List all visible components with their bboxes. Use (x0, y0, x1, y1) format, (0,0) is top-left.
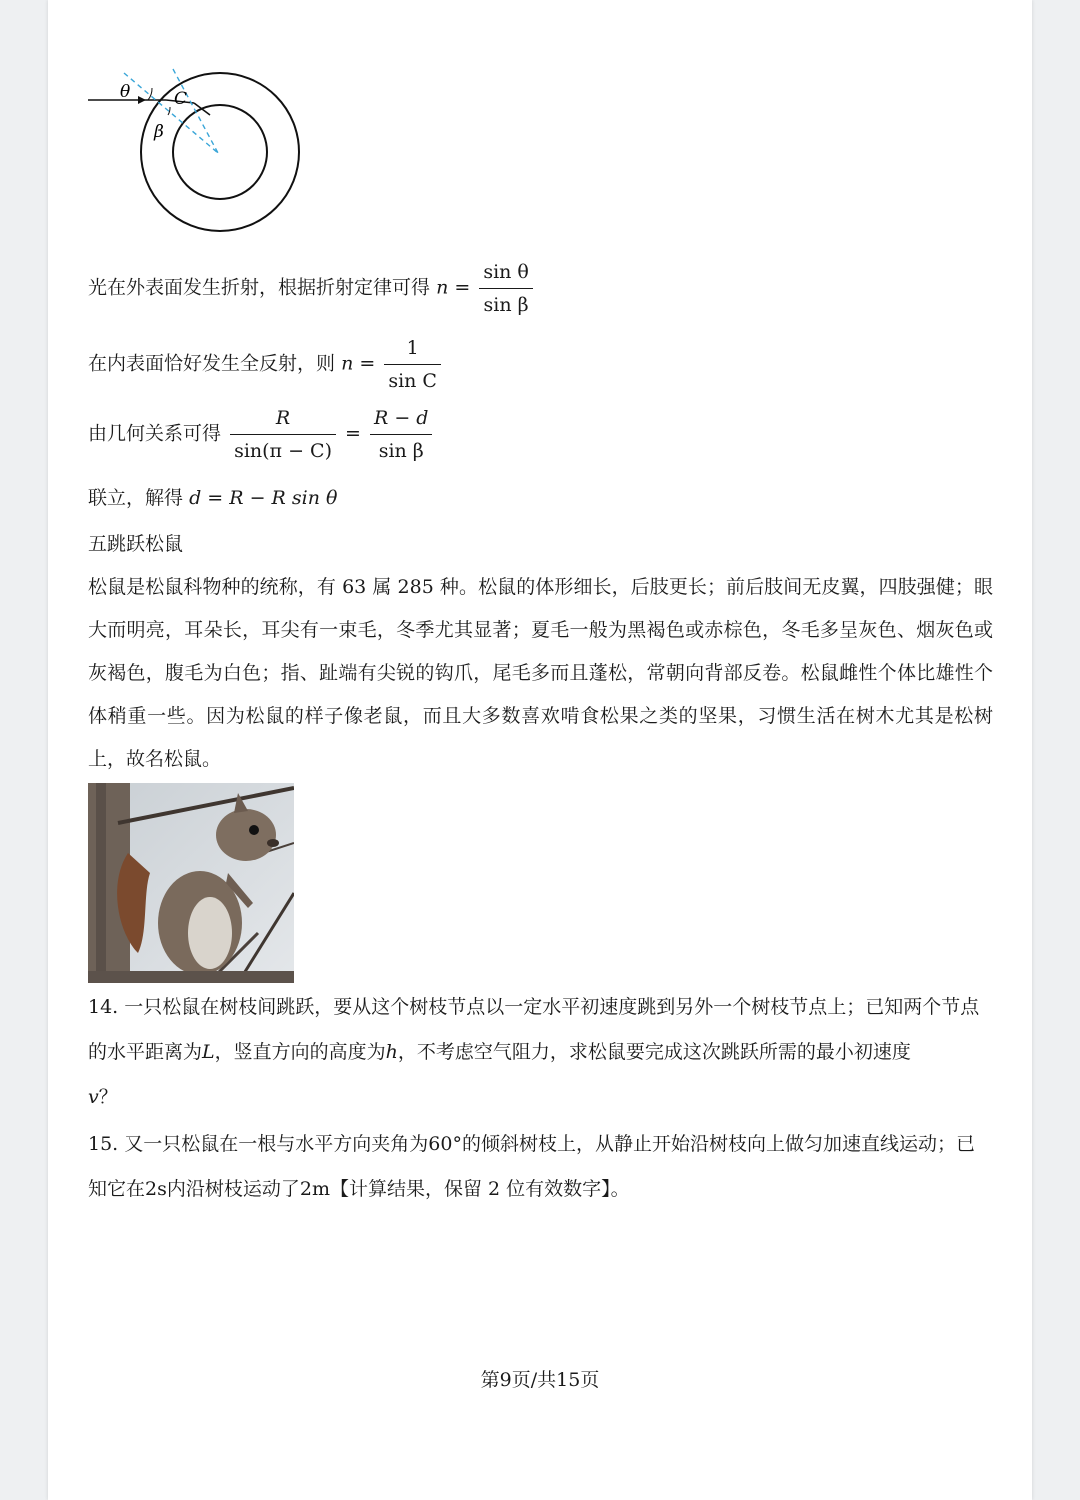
squirrel-photo (88, 783, 294, 983)
normal-line-1 (124, 73, 218, 153)
theta-label: θ (120, 82, 131, 102)
fraction-2: $\frac{1}{\text{sin C}}$ (384, 334, 441, 395)
c-label: C (174, 89, 188, 109)
ring-refraction-diagram (88, 55, 318, 255)
outer-circle (141, 73, 299, 231)
theta-arc (148, 88, 152, 100)
fraction-1: $\frac{\text{sin θ}}{\text{sin β}}$ (479, 258, 533, 319)
equation-line-2: 在内表面恰好发生全反射，则 n = $\frac{1}{\text{sin C}}$ (88, 334, 444, 395)
fraction-3b: $\frac{R - d}{\text{sin β}}$ (370, 404, 432, 465)
fraction-3a: $\frac{R}{\sin(\pi - C)}$ (230, 404, 336, 465)
beta-label: β (154, 122, 164, 142)
document-page (48, 0, 1032, 1500)
squirrel-paragraph: 松鼠是松鼠科物种的统称，有 63 属 285 种。松鼠的体形细长，后肢更长；前后肢间无皮翼，四肢强健；眼大而明亮，耳朵长，耳尖有一束毛，冬季尤其显著；夏毛一般为黑褐色或赤棕色，冬毛多呈灰色、烟灰色或灰褐色，腹毛为白色；指、趾端有尖锐的钩爪，尾毛多而且蓬松，常朝向背部反卷。松鼠雌性个体比雄性个体稍重一些。因为松鼠的样子像老鼠，而且大多数喜欢啃食松果之类的坚果，习惯生活在树木尤其是松树上，故名松鼠。 (88, 576, 993, 770)
page-number: 第9页/共15页 (480, 1369, 600, 1391)
inner-circle (173, 105, 267, 199)
question-15: 15. 又一只松鼠在一根与水平方向夹角为60°的倾斜树枝上，从静止开始沿树枝向上做匀加速直线运动；已知它在2s内沿树枝运动了2m【计算结果，保留 2 位有效数字】。 (88, 1133, 975, 1200)
section-title: 五跳跃松鼠 (88, 533, 184, 555)
question-14: 14. 一只松鼠在树枝间跳跃，要从这个树枝节点以一定水平初速度跳到另外一个树枝节点上；已知两个节点的水平距离为L，竖直方向的高度为h，不考虑空气阻力，求松鼠要完成这次跳跃所需的最小初速度 v？ (88, 996, 980, 1108)
reflected-ray (194, 103, 210, 115)
equation-line-1: 光在外表面发生折射，根据折射定律可得 n = $\frac{\text{sin θ}}{\text{sin β}}$ (88, 258, 536, 319)
arrow-head (138, 96, 146, 104)
normal-line-2 (173, 69, 218, 153)
equation-line-4: 联立，解得 d = R − R sin θ (88, 487, 338, 509)
equation-line-3: 由几何关系可得 $\frac{R}{\sin(\pi - C)}$ = $\frac{R - d}{\text{sin β}}$ (88, 404, 435, 465)
